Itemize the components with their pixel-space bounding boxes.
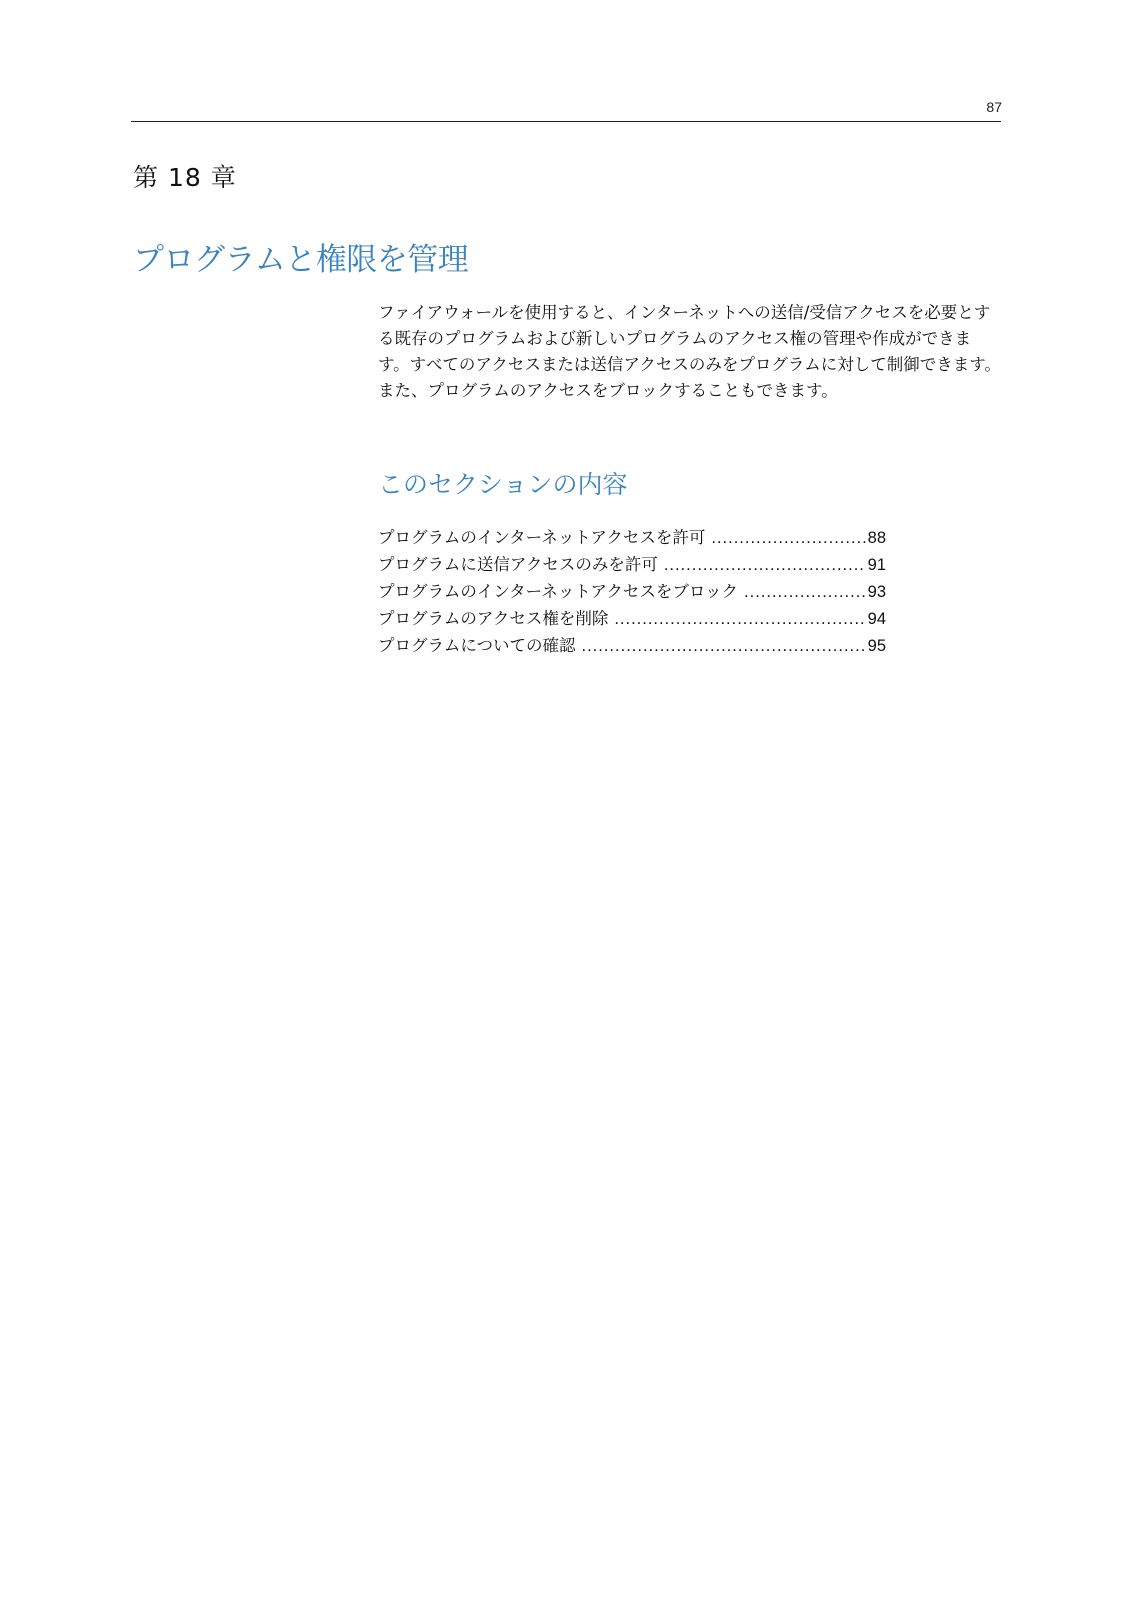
toc-entry-allow-outbound-only[interactable] bbox=[378, 551, 886, 578]
page-number: 87 bbox=[986, 99, 1002, 115]
chapter-title: プログラムと権限を管理 bbox=[133, 242, 469, 278]
toc-leader-dots bbox=[664, 556, 866, 575]
toc-entry-page: 88 bbox=[867, 529, 886, 547]
intro-paragraph-block bbox=[378, 300, 1002, 404]
toc-entry-title: プログラムについての確認 bbox=[378, 636, 576, 655]
toc-leader-dots bbox=[614, 610, 865, 629]
toc-heading: このセクションの内容 bbox=[378, 470, 628, 499]
toc-entry-allow-internet-access[interactable] bbox=[378, 524, 886, 551]
toc-entry-page: 93 bbox=[867, 583, 886, 601]
chapter-label: 第 18 章 bbox=[133, 163, 237, 192]
toc-entry-remove-access[interactable] bbox=[378, 605, 886, 632]
toc-entry-page: 95 bbox=[867, 637, 886, 655]
toc-list bbox=[378, 524, 886, 659]
toc-leader-dots bbox=[582, 637, 866, 656]
toc-leader-dots bbox=[744, 583, 866, 602]
toc-entry-title: プログラムのインターネットアクセスをブロック bbox=[378, 582, 739, 601]
toc-entry-title: プログラムのインターネットアクセスを許可 bbox=[378, 528, 706, 547]
toc-entry-learn-about-programs[interactable] bbox=[378, 632, 886, 659]
toc-entry-block-internet-access[interactable] bbox=[378, 578, 886, 605]
header-rule bbox=[131, 121, 1001, 122]
toc-entry-page: 91 bbox=[867, 556, 886, 574]
intro-paragraph: ファイアウォールを使用すると、インターネットへの送信/受信アクセスを必要とする既存のプログラムおよび新しいプログラムのアクセス権の管理や作成ができます。すべてのアクセスまたは送信アクセスのみをプログラムに対して制御できます。また、プログラムのアクセスをブロックすることもできます。 bbox=[378, 303, 1001, 400]
toc-entry-title: プログラムのアクセス権を削除 bbox=[378, 609, 609, 628]
toc-entry-title: プログラムに送信アクセスのみを許可 bbox=[378, 555, 658, 574]
toc-leader-dots bbox=[711, 529, 865, 548]
toc-entry-page: 94 bbox=[867, 610, 886, 628]
